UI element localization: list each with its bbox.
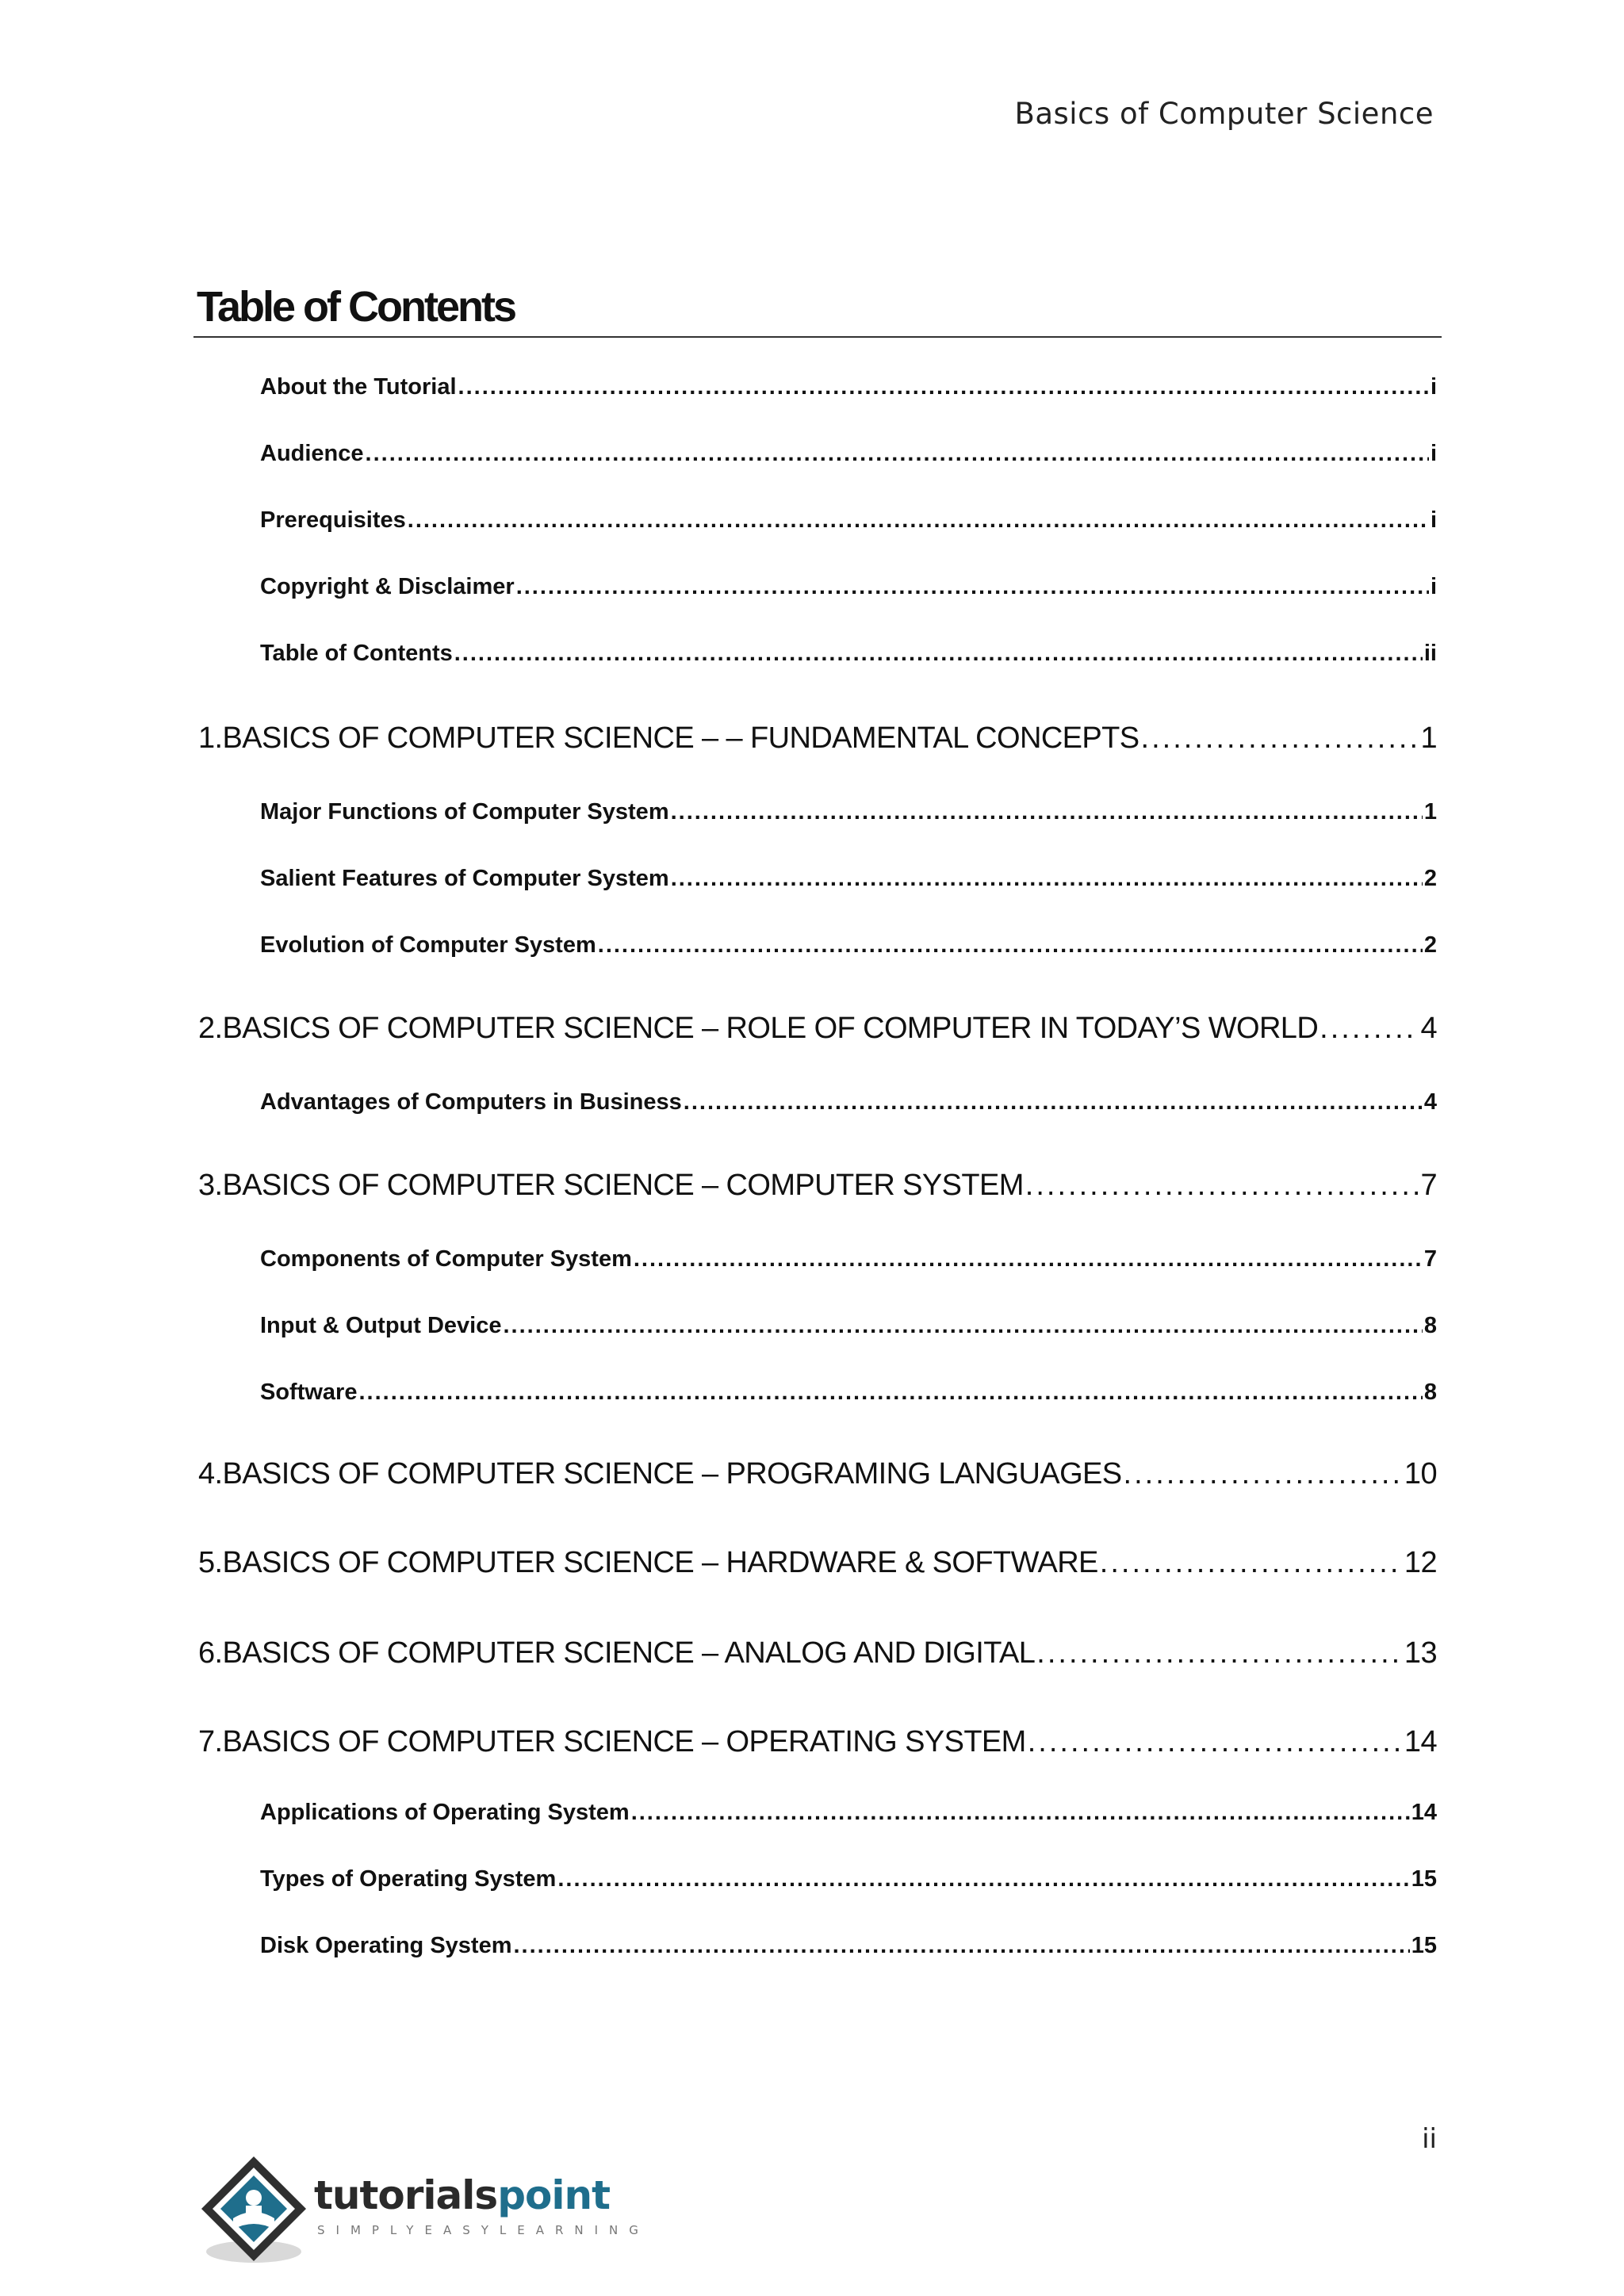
toc-entry[interactable] bbox=[260, 1246, 1437, 1272]
toc-entry-page: 8 bbox=[1423, 1380, 1437, 1405]
toc-chapter-page: 14 bbox=[1404, 1725, 1437, 1758]
running-header-title: Basics of Computer Science bbox=[1014, 97, 1434, 131]
toc-chapter-number: 5. bbox=[198, 1546, 223, 1579]
toc-entry[interactable] bbox=[260, 507, 1437, 534]
toc-leader-dots bbox=[598, 932, 1423, 959]
toc-chapter[interactable] bbox=[198, 1012, 1437, 1046]
logo-tagline: SIMPLYEASYLEARNING bbox=[317, 2223, 649, 2237]
toc-leader-dots bbox=[408, 507, 1429, 534]
toc-chapter-label: BASICS OF COMPUTER SCIENCE – ROLE OF COMPUTER IN TODAY’S WORLD bbox=[222, 1012, 1319, 1045]
page-number: ii bbox=[1422, 2123, 1437, 2155]
toc-entry-page: 14 bbox=[1411, 1800, 1437, 1825]
toc-entry[interactable] bbox=[260, 574, 1437, 600]
toc-entry-page: i bbox=[1430, 441, 1437, 466]
toc-leader-dots bbox=[634, 1246, 1423, 1272]
toc-entry-page: 1 bbox=[1423, 799, 1437, 825]
logo-wordmark bbox=[314, 2172, 610, 2218]
toc-chapter-number: 6. bbox=[198, 1636, 223, 1670]
toc-entry-label: Table of Contents bbox=[260, 641, 453, 666]
toc-leader-dots bbox=[631, 1800, 1410, 1826]
toc-chapter-number: 3. bbox=[198, 1169, 223, 1202]
toc-leader-dots bbox=[1124, 1457, 1403, 1491]
toc-entry-page: ii bbox=[1423, 641, 1437, 666]
toc-entry-label: Disk Operating System bbox=[260, 1933, 512, 1958]
toc-leader-dots bbox=[516, 574, 1429, 600]
toc-chapter-label: BASICS OF COMPUTER SCIENCE – PROGRAMING LANGUAGES bbox=[222, 1457, 1122, 1490]
toc-entry[interactable] bbox=[260, 799, 1437, 825]
toc-leader-dots bbox=[366, 441, 1429, 467]
toc-chapter-label: BASICS OF COMPUTER SCIENCE – OPERATING SYSTEM bbox=[222, 1725, 1026, 1758]
toc-leader-dots bbox=[1100, 1546, 1403, 1580]
toc-chapter-page: 13 bbox=[1404, 1636, 1437, 1670]
toc-chapter[interactable] bbox=[198, 1725, 1437, 1759]
toc-chapter[interactable] bbox=[198, 1457, 1437, 1491]
toc-entry-label: Types of Operating System bbox=[260, 1866, 557, 1892]
toc-entry-label: Major Functions of Computer System bbox=[260, 799, 669, 825]
toc-entry-page: 7 bbox=[1423, 1246, 1437, 1272]
toc-chapter-number: 7. bbox=[198, 1725, 223, 1758]
toc-leader-dots bbox=[358, 1380, 1422, 1406]
tutorialspoint-logo-icon bbox=[197, 2150, 316, 2269]
toc-entry-page: 4 bbox=[1423, 1089, 1437, 1115]
toc-chapter-number: 4. bbox=[198, 1457, 223, 1490]
toc-entry-page: 15 bbox=[1411, 1866, 1437, 1892]
toc-entry-label: About the Tutorial bbox=[260, 374, 457, 400]
toc-chapter[interactable] bbox=[198, 721, 1437, 756]
toc-chapter-number: 2. bbox=[198, 1012, 223, 1045]
toc-leader-dots bbox=[454, 641, 1423, 667]
toc-leader-dots bbox=[1320, 1012, 1419, 1046]
toc-leader-dots bbox=[458, 374, 1429, 400]
toc-entry-label: Advantages of Computers in Business bbox=[260, 1089, 682, 1115]
toc-leader-dots bbox=[1036, 1636, 1403, 1670]
toc-leader-dots bbox=[504, 1313, 1423, 1339]
toc-entry-page: 2 bbox=[1423, 932, 1437, 958]
toc-chapter-label: BASICS OF COMPUTER SCIENCE – – FUNDAMENTAL CONCEPTS bbox=[222, 721, 1139, 755]
toc-chapter-page: 12 bbox=[1404, 1546, 1437, 1579]
toc-chapter[interactable] bbox=[198, 1636, 1437, 1670]
toc-entry-page: 8 bbox=[1423, 1313, 1437, 1338]
toc-entry[interactable] bbox=[260, 1313, 1437, 1339]
toc-entry[interactable] bbox=[260, 1380, 1437, 1406]
toc-leader-dots bbox=[1141, 721, 1419, 756]
toc-chapter-number: 1. bbox=[198, 721, 223, 755]
toc-chapter-page: 7 bbox=[1420, 1169, 1437, 1202]
toc-chapter-page: 4 bbox=[1420, 1012, 1437, 1045]
toc-entry-page: i bbox=[1430, 374, 1437, 400]
toc-entry-page: 15 bbox=[1411, 1933, 1437, 1958]
toc-entry[interactable] bbox=[260, 1866, 1437, 1892]
tutorialspoint-logo bbox=[197, 2150, 649, 2269]
toc-chapter-label: BASICS OF COMPUTER SCIENCE – ANALOG AND DIGITAL bbox=[222, 1636, 1036, 1670]
toc-chapter-page: 10 bbox=[1404, 1457, 1437, 1490]
toc-chapter[interactable] bbox=[198, 1169, 1437, 1203]
toc-chapter-page: 1 bbox=[1420, 721, 1437, 755]
toc-entry-label: Audience bbox=[260, 441, 364, 466]
toc-leader-dots bbox=[684, 1089, 1423, 1115]
toc-entry[interactable] bbox=[260, 1089, 1437, 1115]
toc-leader-dots bbox=[1025, 1169, 1419, 1203]
toc-entry-label: Input & Output Device bbox=[260, 1313, 502, 1338]
toc-entry[interactable] bbox=[260, 1800, 1437, 1826]
toc-leader-dots bbox=[671, 799, 1423, 825]
toc-entry-label: Evolution of Computer System bbox=[260, 932, 596, 958]
toc-entry[interactable] bbox=[260, 1933, 1437, 1959]
toc-leader-dots bbox=[1028, 1725, 1403, 1759]
logo-wordmark-part2: point bbox=[497, 2172, 610, 2218]
toc-chapter-label: BASICS OF COMPUTER SCIENCE – COMPUTER SYSTEM bbox=[222, 1169, 1024, 1202]
toc-entry-page: i bbox=[1430, 507, 1437, 533]
toc-entry-label: Components of Computer System bbox=[260, 1246, 632, 1272]
toc-entry-page: i bbox=[1430, 574, 1437, 599]
toc-chapter[interactable] bbox=[198, 1546, 1437, 1580]
toc-entry-label: Salient Features of Computer System bbox=[260, 866, 669, 891]
toc-entry[interactable] bbox=[260, 441, 1437, 467]
logo-wordmark-part1: tutorials bbox=[314, 2172, 498, 2218]
toc-entry-label: Applications of Operating System bbox=[260, 1800, 630, 1825]
toc-leader-dots bbox=[671, 866, 1423, 892]
toc-chapter-label: BASICS OF COMPUTER SCIENCE – HARDWARE & SOFTWARE bbox=[222, 1546, 1098, 1579]
page-title: Table of Contents bbox=[197, 283, 515, 331]
toc-entry-page: 2 bbox=[1423, 866, 1437, 891]
toc-entry-label: Copyright & Disclaimer bbox=[260, 574, 515, 599]
toc-entry-label: Software bbox=[260, 1380, 358, 1405]
toc-entry[interactable] bbox=[260, 866, 1437, 892]
title-divider bbox=[193, 336, 1442, 338]
toc-entry[interactable] bbox=[260, 641, 1437, 667]
toc-leader-dots bbox=[514, 1933, 1410, 1959]
toc-entry-label: Prerequisites bbox=[260, 507, 406, 533]
toc-leader-dots bbox=[557, 1866, 1409, 1892]
toc-entry[interactable] bbox=[260, 932, 1437, 959]
toc-entry[interactable] bbox=[260, 374, 1437, 400]
